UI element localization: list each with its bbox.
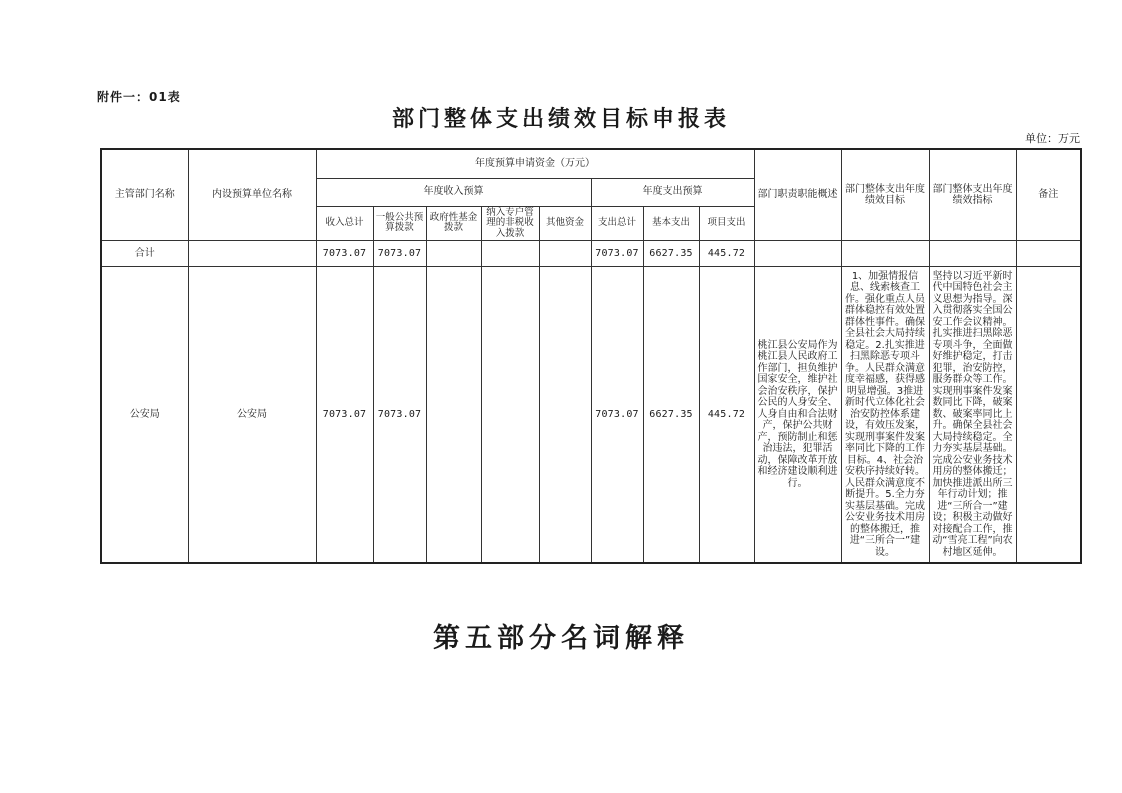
- total-label: 合计: [101, 241, 188, 267]
- header-gov-fund: 政府性基金拨款: [426, 206, 481, 241]
- header-annual-indicator: 部门整体支出年度绩效指标: [929, 149, 1016, 241]
- header-budget-request: 年度预算申请资金（万元）: [316, 149, 754, 178]
- cell-annual-indicator: 坚持以习近平新时代中国特色社会主义思想为指导。深入贯彻落实全国公安工作会议精神。扎实推进扫黑除恶专项斗争，全面做好维护稳定，打击犯罪，治安防控，服务群众等工作。实现刑事案件发案数同比下降，破案数、破案率同比上升。确保全县社会大局持续稳定。全力夯实基层基础。完成公安业务技术用房的整体搬迁；加快推进派出所三年行动计划；推进“三所合一”建设；积极主动做好对接配合工作，推动“雪亮工程”向农村地区延伸。: [929, 267, 1016, 563]
- cell-remark-empty: [1016, 267, 1081, 563]
- header-income-total: 收入总计: [316, 206, 373, 241]
- header-basic-expense: 基本支出: [643, 206, 699, 241]
- header-dept-name: 主管部门名称: [101, 149, 188, 241]
- total-other-funds: [539, 241, 591, 267]
- cell-general-public-budget: 7073.07: [373, 267, 426, 563]
- cell-dept: 公安局: [101, 267, 188, 563]
- table-row: [101, 267, 1081, 563]
- total-unit-empty: [188, 241, 316, 267]
- header-special-account: 纳入专户管理的非税收入拨款: [481, 206, 539, 241]
- header-other-funds: 其他资金: [539, 206, 591, 241]
- header-general-public-budget: 一般公共预算拨款: [373, 206, 426, 241]
- cell-gov-fund: [426, 267, 481, 563]
- total-target-empty: [841, 241, 929, 267]
- cell-duty-overview: 桃江县公安局作为桃江县人民政府工作部门，担负维护国家安全，维护社会治安秩序，保护公民的人身安全、人身自由和合法财产，保护公共财产，预防制止和惩治违法，犯罪活动，保障改革开放和经济建设顺利进行。: [754, 267, 841, 563]
- total-gov-fund: [426, 241, 481, 267]
- header-expense-total: 支出总计: [591, 206, 643, 241]
- total-special-account: [481, 241, 539, 267]
- header-project-expense: 项目支出: [699, 206, 754, 241]
- cell-unit: 公安局: [188, 267, 316, 563]
- total-indicator-empty: [929, 241, 1016, 267]
- cell-special-account: [481, 267, 539, 563]
- total-remark-empty: [1016, 241, 1081, 267]
- total-duty-empty: [754, 241, 841, 267]
- performance-target-table: [100, 148, 1082, 564]
- cell-project-expense: 445.72: [699, 267, 754, 563]
- cell-other-funds: [539, 267, 591, 563]
- section-heading: 第五部分名词解释: [433, 623, 689, 654]
- header-expense-budget: 年度支出预算: [591, 178, 754, 206]
- total-general-public-budget: 7073.07: [373, 241, 426, 267]
- cell-basic-expense: 6627.35: [643, 267, 699, 563]
- total-project-expense: 445.72: [699, 241, 754, 267]
- header-remark: 备注: [1016, 149, 1081, 241]
- unit-label: 单位：万元: [1025, 132, 1080, 145]
- total-basic-expense: 6627.35: [643, 241, 699, 267]
- total-expense-total: 7073.07: [591, 241, 643, 267]
- cell-expense-total: 7073.07: [591, 267, 643, 563]
- header-row-1: [101, 149, 1081, 178]
- attachment-label: 附件一：01表: [97, 90, 181, 104]
- header-income-budget: 年度收入预算: [316, 178, 591, 206]
- page-title: 部门整体支出绩效目标申报表: [391, 107, 730, 132]
- total-row: [101, 241, 1081, 267]
- total-income-total: 7073.07: [316, 241, 373, 267]
- header-annual-target: 部门整体支出年度绩效目标: [841, 149, 929, 241]
- cell-annual-target: 1、加强情报信息、线索核查工作。强化重点人员群体稳控有效处置群体性事件。确保全县社会大局持续稳定。2.扎实推进扫黑除恶专项斗争。人民群众满意度幸福感，获得感明显增强。3推进新时代立体化社会治安防控体系建设，有效压发案，实现刑事案件发案率同比下降的工作目标。4、社会治安秩序持续好转。人民群众满意度不断提升。5.全力夯实基层基础。完成公安业务技术用房的整体搬迁，推进“三所合一”建设。: [841, 267, 929, 563]
- header-unit-name: 内设预算单位名称: [188, 149, 316, 241]
- cell-income-total: 7073.07: [316, 267, 373, 563]
- header-duty-overview: 部门职责职能概述: [754, 149, 841, 241]
